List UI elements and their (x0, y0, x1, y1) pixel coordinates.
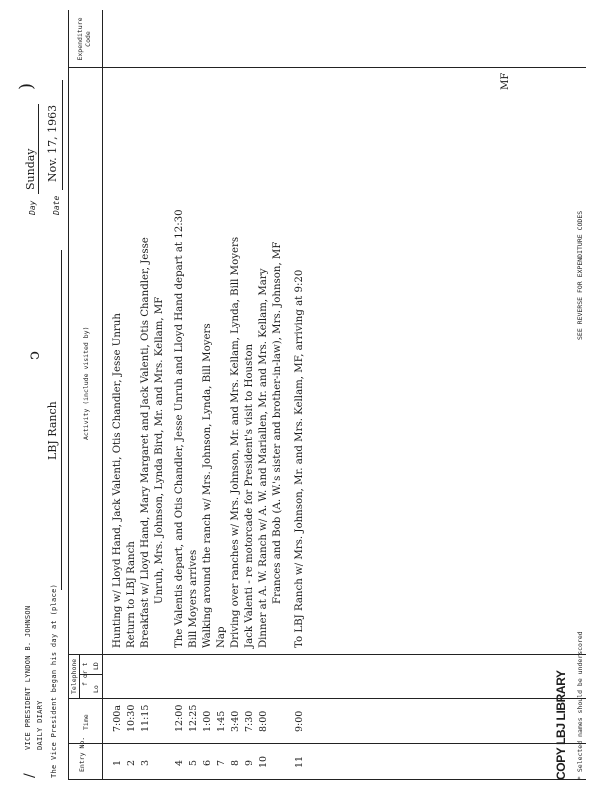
col-divider-expenditure (68, 67, 586, 68)
entry-activity: Dinner at A. W. Ranch w/ A. W. and Mariallen, Mr. and Mrs. Kellam, Mary (258, 268, 269, 648)
form-name: DAILY DIARY (36, 700, 44, 750)
entry-activity: Walking around the ranch w/ Mrs. Johnson, Lynda, Bill Moyers (202, 323, 213, 648)
day-label: Day (28, 200, 37, 215)
entry-number: 2 (126, 759, 137, 766)
col-header-lo: Lo (92, 685, 100, 693)
entry-number: 8 (230, 759, 241, 766)
entry-activity-continued: Unruh, Mrs. Johnson, Lynda Bird, Mr. and Mrs. Kellam, MF (154, 296, 165, 604)
col-header-telephone: Telephone (70, 658, 78, 694)
col-header-ld: LD (92, 662, 100, 670)
table-top-border (68, 10, 69, 780)
table-header-border (102, 10, 103, 780)
entry-time: 10:30 (126, 704, 137, 732)
entry-activity: Driving over ranches w/ Mrs. Johnson, Mr. and Mrs. Kellam, Lynda, Bill Moyers (230, 236, 241, 648)
col-header-f-or-t: f or t (81, 662, 89, 686)
telephone-subheader-line (79, 655, 80, 698)
entry-number: 10 (258, 755, 269, 768)
day-value: Sunday (24, 148, 37, 190)
rotated-diary-form (16, 10, 586, 780)
entry-time: 3:40 (230, 710, 241, 732)
entry-number: 6 (202, 759, 213, 766)
entry-number: 3 (140, 759, 151, 766)
entry-number: 5 (188, 759, 199, 766)
entry-activity: Breakfast w/ Lloyd Hand, Mary Margaret and Jack Valenti, Otis Chandler, Jesse (140, 237, 151, 648)
col-divider-time (68, 698, 586, 699)
entry-time: 11:15 (140, 704, 151, 732)
entry-number: 4 (174, 759, 185, 766)
margin-initials: MF (500, 72, 511, 90)
office-title: VICE PRESIDENT LYNDON B. JOHNSON (24, 605, 32, 750)
entry-time: 9:00 (294, 710, 305, 732)
entry-activity: Bill Moyers arrives (188, 549, 199, 648)
col-divider-telephone (68, 654, 586, 655)
col-divider-entry (68, 743, 586, 744)
place-underline (61, 250, 62, 590)
entry-time: 12:25 (188, 704, 199, 732)
entry-activity: Jack Valenti - re motorcade for President's visit to Houston (244, 343, 255, 648)
library-stamp: COPY LBJ LIBRARY (554, 670, 568, 780)
col-header-activity: Activity (include visited by) (82, 326, 90, 440)
entry-activity: To LBJ Ranch w/ Mrs. Johnson, Mr. and Mrs. Kellam, MF, arriving at 9:20 (294, 269, 305, 648)
table-left-border (68, 779, 586, 780)
entry-time: 1:00 (202, 710, 213, 732)
col-header-entry: Entry No. (78, 736, 86, 772)
date-underline (62, 80, 63, 190)
entry-time: 12:00 (174, 704, 185, 732)
date-label: Date (52, 195, 61, 215)
entry-activity-continued: Frances and Bob (A. W.'s sister and brother-in-law), Mrs. Johnson, MF (272, 241, 283, 604)
entry-time: 7:30 (244, 710, 255, 732)
footnote: * Selected names should be underscored (576, 631, 584, 780)
entry-activity: The Valentis depart, and Otis Chandler, Jesse Unruh and Lloyd Hand depart at 12:30 (174, 209, 185, 648)
date-value: Nov. 17, 1963 (46, 104, 59, 182)
signature-mark: ↄ (24, 351, 43, 360)
reverse-note: SEE REVERSE FOR EXPENDITURE CODES (576, 210, 584, 340)
entry-activity: Nap (216, 626, 227, 648)
began-label: The Vice President began his day at (place) (50, 583, 58, 778)
entry-number: 7 (216, 759, 227, 766)
col-header-time: Time (82, 714, 90, 730)
date-flourish: ) (16, 82, 37, 90)
entry-time: 1:45 (216, 710, 227, 732)
place-value: LBJ Ranch (46, 401, 59, 460)
col-header-expenditure: Expenditure Code (76, 17, 92, 61)
entry-time: 7:00a (112, 705, 123, 732)
entry-number: 11 (294, 755, 305, 768)
entry-time: 8:00 (258, 710, 269, 732)
entry-activity: Hunting w/ Lloyd Hand, Jack Valenti, Otis Chandler, Jesse Unruh (112, 313, 123, 648)
day-underline (38, 104, 39, 194)
page-mark: / (22, 773, 38, 778)
entry-number: 1 (112, 759, 123, 766)
entry-number: 9 (244, 759, 255, 766)
entry-activity: Return to LBJ Ranch (126, 541, 137, 648)
